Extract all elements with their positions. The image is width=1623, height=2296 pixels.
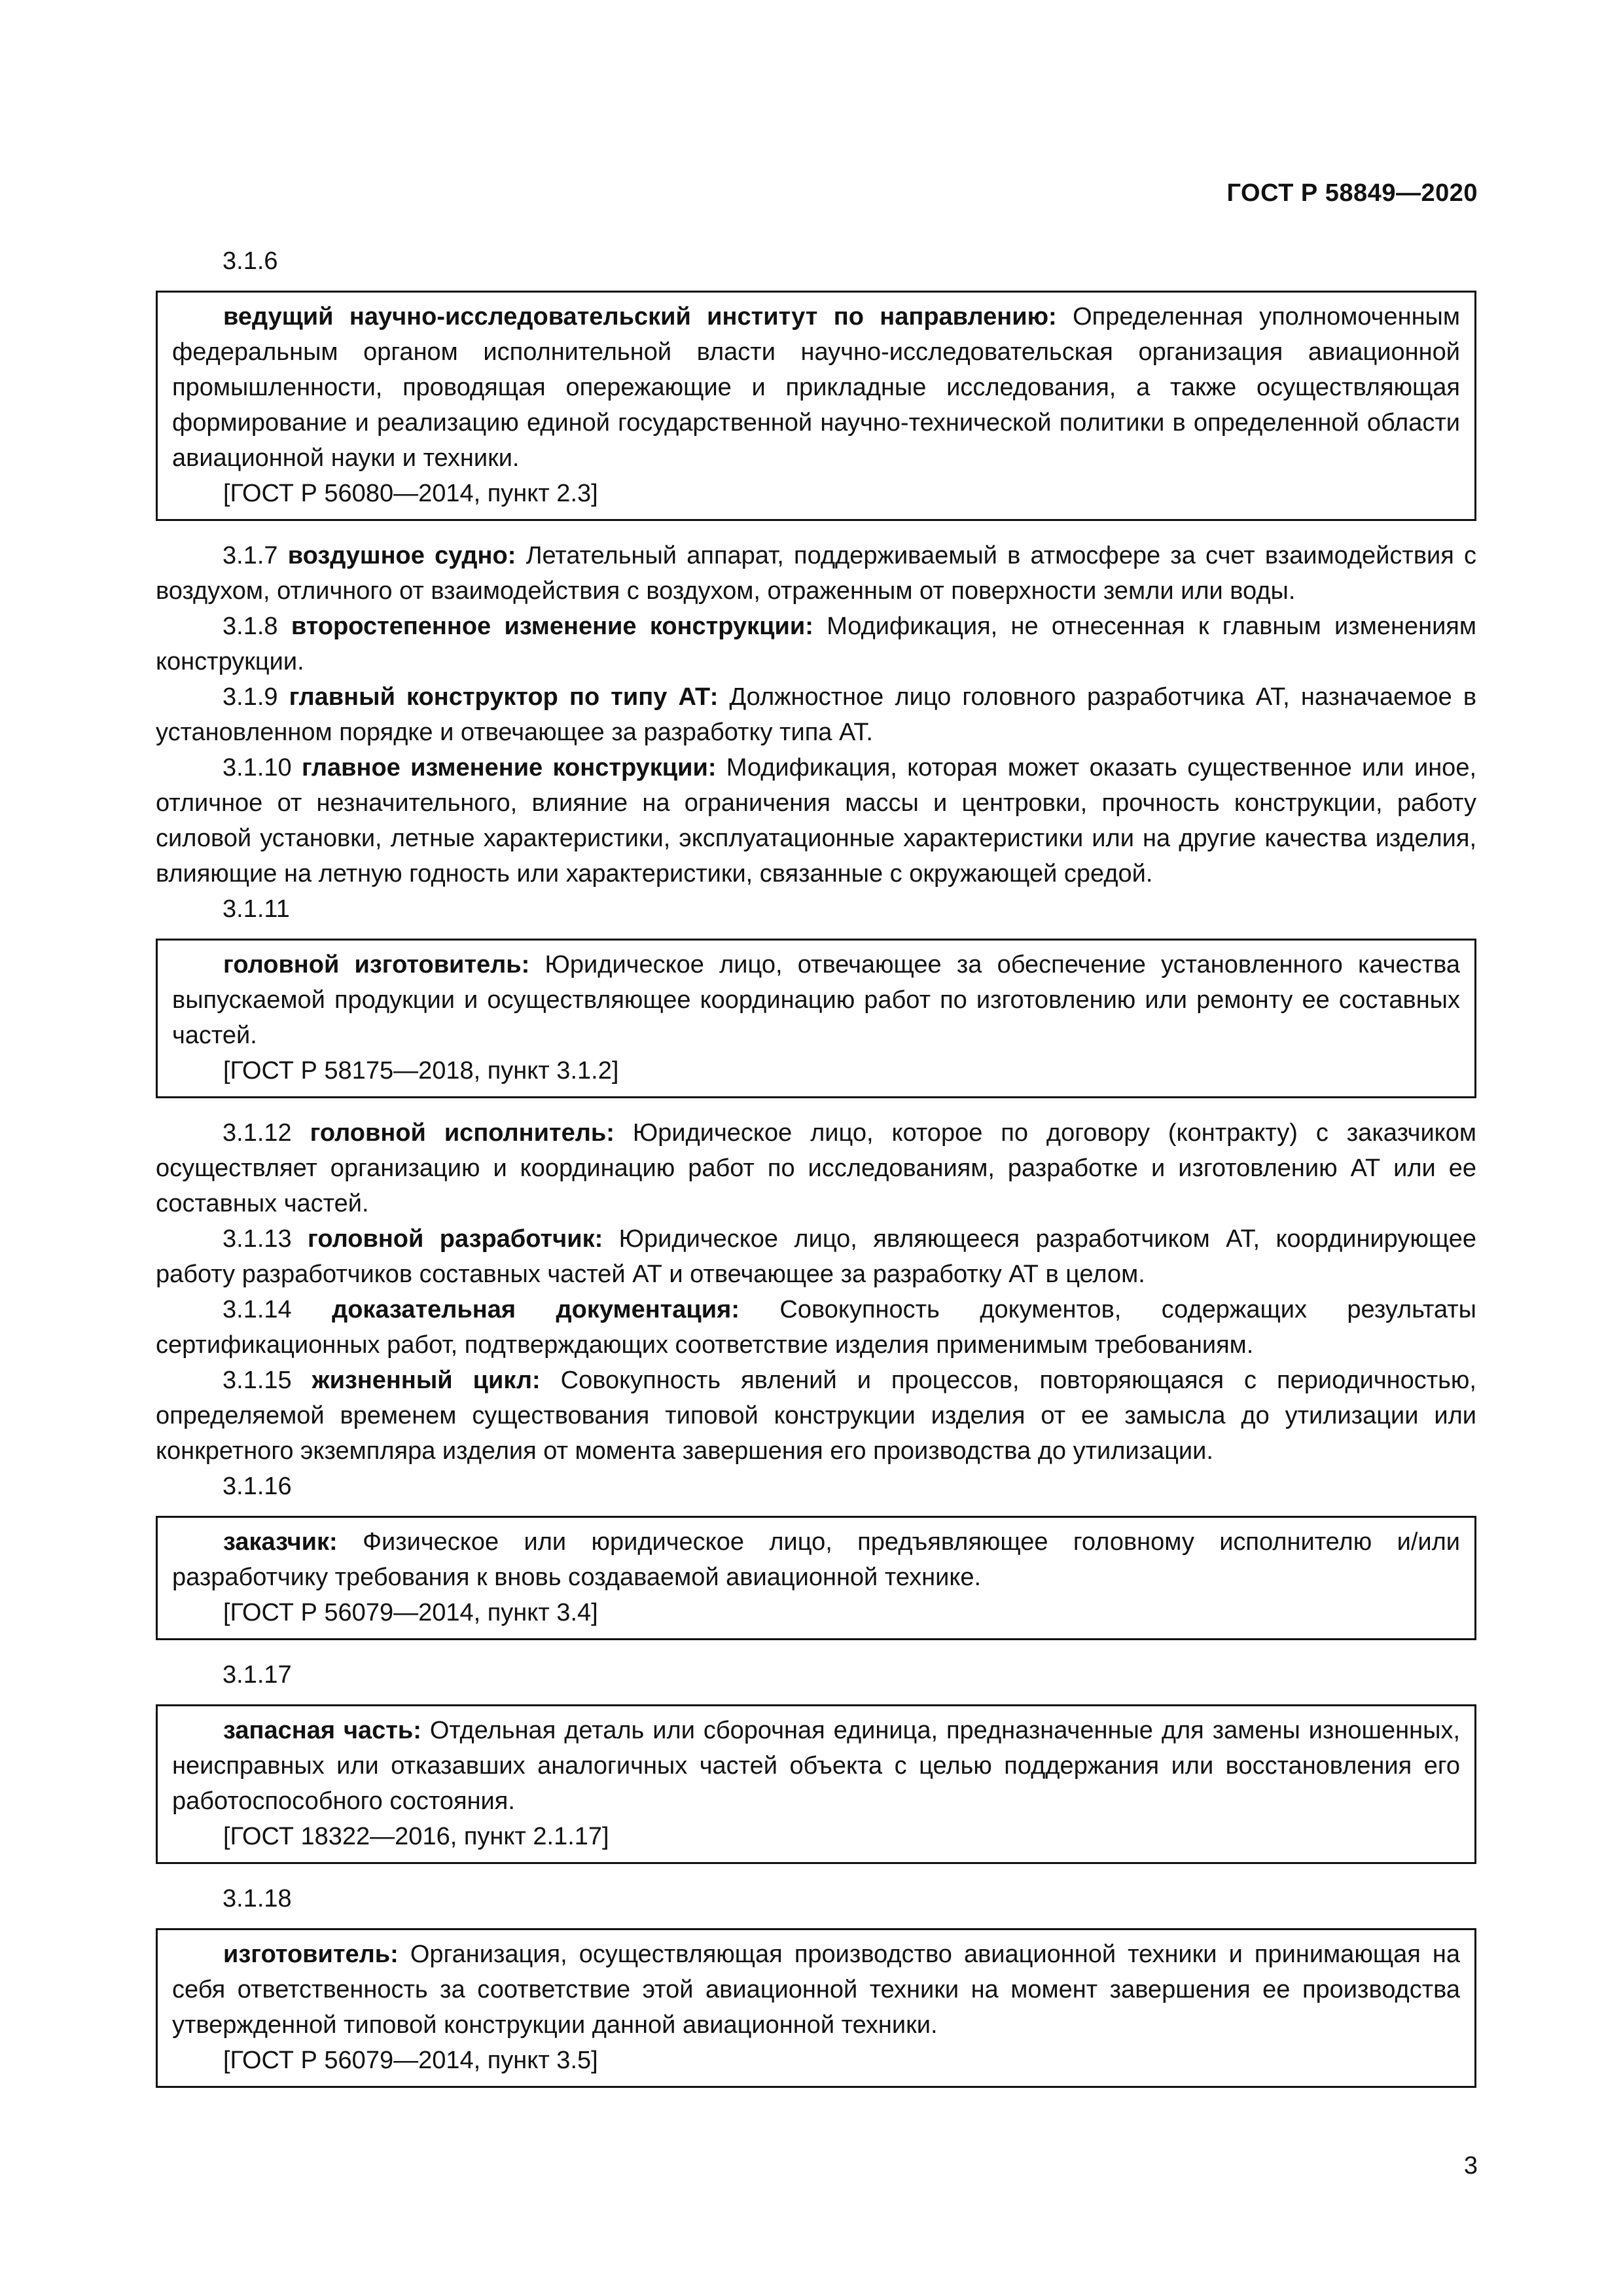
term-name: жизненный цикл: (312, 1367, 541, 1394)
quoted-term-box (156, 939, 1476, 1098)
term-definition: Юридическое лицо, являющееся разработчиком АТ, координирующее работу разработчиков составных частей АТ и отвечающее за разработку АТ в целом. (156, 1225, 1476, 1288)
term-number: 3.1.12 (223, 1119, 292, 1147)
term-number: 3.1.7 (223, 542, 278, 569)
term-number: 3.1.13 (223, 1225, 292, 1253)
term-number: 3.1.10 (223, 754, 292, 781)
document-code-header: ГОСТ Р 58849—2020 (1226, 179, 1478, 207)
term-entry (172, 1524, 1460, 1595)
term-number: 3.1.16 (223, 1473, 292, 1500)
quoted-term-box (156, 1704, 1476, 1864)
term-entry (172, 947, 1460, 1053)
term-entry (172, 299, 1460, 476)
term-name: доказательная документация: (332, 1296, 740, 1323)
term-entry (156, 1221, 1476, 1292)
term-entry (156, 609, 1476, 679)
term-entry (156, 538, 1476, 609)
term-number: 3.1.17 (223, 1661, 292, 1689)
term-name: заказчик: (223, 1528, 338, 1556)
term-definition: Юридическое лицо, отвечающее за обеспечение установленного качества выпускаемой продукции и осуществляющее координацию работ по изготовлению или ремонту ее составных частей. (172, 951, 1460, 1049)
term-reference: [ГОСТ Р 56080—2014, пункт 2.3] (223, 480, 598, 507)
term-entry (156, 1115, 1476, 1221)
term-number: 3.1.14 (223, 1296, 292, 1323)
term-name: ведущий научно-исследовательский институт по направлению: (223, 303, 1057, 331)
term-name: головной исполнитель: (310, 1119, 615, 1147)
term-name: головной изготовитель: (223, 951, 530, 978)
term-reference: [ГОСТ Р 56079—2014, пункт 3.5] (223, 2047, 598, 2074)
quoted-term-box (156, 1516, 1476, 1640)
term-reference: [ГОСТ Р 58175—2018, пункт 3.1.2] (223, 1057, 619, 1085)
quoted-term-box (156, 291, 1476, 521)
term-definition: Летательный аппарат, поддерживаемый в атмосфере за счет взаимодействия с воздухом, отличного от взаимодействия с воздухом, отраженным от поверхности земли или воды. (156, 542, 1477, 605)
term-name: запасная часть: (223, 1717, 421, 1744)
term-name: главное изменение конструкции: (301, 754, 717, 781)
term-definition: Модификация, не отнесенная к главным изменениям конструкции. (156, 613, 1476, 675)
term-number: 3.1.9 (223, 683, 278, 711)
term-name: второстепенное изменение конструкции: (291, 613, 813, 640)
term-entry (156, 750, 1476, 891)
term-definition: Определенная уполномоченным федеральным органом исполнительной власти научно-исследовательская организация авиационной промышленности, проводящая опережающие и прикладные исследования, а также осуществляющая формирование и реализацию единой государственной научно-технической политики в определенной области авиационной науки и техники. (172, 303, 1460, 472)
term-entry (172, 1937, 1460, 2043)
term-entry (156, 1292, 1476, 1363)
term-number: 3.1.18 (223, 1885, 292, 1912)
term-definition: Отдельная деталь или сборочная единица, предназначенные для замены изношенных, неисправных или отказавших аналогичных частей объекта с целью поддержания или восстановления его работоспособного состояния. (172, 1717, 1460, 1815)
term-definition: Модификация, которая может оказать существенное или иное, отличное от незначительного, влияние на ограничения массы и центровки, прочность конструкции, работу силовой установки, летные характеристики, эксплуатационные характеристики или на другие качества изделия, влияющие на летную годность или характеристики, связанные с окружающей средой. (156, 754, 1477, 888)
term-definition: Юридическое лицо, которое по договору (контракту) с заказчиком осуществляет организацию и координацию работ по исследованиям, разработке и изготовлению АТ или ее составных частей. (156, 1119, 1476, 1217)
term-entry (156, 1363, 1476, 1469)
term-entry (172, 1713, 1460, 1819)
term-number: 3.1.11 (223, 895, 290, 923)
term-number: 3.1.6 (223, 247, 278, 275)
term-name: главный конструктор по типу АТ: (289, 683, 719, 711)
term-number: 3.1.15 (223, 1367, 292, 1394)
term-definition: Должностное лицо головного разработчика АТ, назначаемое в установленном порядке и отвечающее за разработку типа АТ. (156, 683, 1477, 746)
term-entry (156, 679, 1476, 750)
quoted-term-box (156, 1928, 1476, 2088)
term-name: изготовитель: (223, 1941, 399, 1968)
term-definition: Физическое или юридическое лицо, предъявляющее головному исполнителю и/или разработчику требования к вновь создаваемой авиационной технике. (172, 1528, 1461, 1591)
term-name: воздушное судно: (287, 542, 516, 569)
term-reference: [ГОСТ 18322—2016, пункт 2.1.17] (223, 1823, 609, 1850)
term-number: 3.1.8 (223, 613, 278, 640)
term-name: головной разработчик: (308, 1225, 603, 1253)
page-number: 3 (1463, 2152, 1478, 2179)
terms-list (156, 243, 1476, 2105)
term-definition: Совокупность явлений и процессов, повторяющаяся с периодичностью, определяемой временем существования типовой конструкции изделия от ее замысла до утилизации или конкретного экземпляра изделия от момента завершения его производства до утилизации. (156, 1367, 1476, 1465)
term-reference: [ГОСТ Р 56079—2014, пункт 3.4] (223, 1599, 598, 1626)
term-definition: Организация, осуществляющая производство авиационной техники и принимающая на себя ответственность за соответствие этой авиационной техники на момент завершения ее производства утвержденной типовой конструкции данной авиационной техники. (172, 1941, 1460, 2039)
term-definition: Совокупность документов, содержащих результаты сертификационных работ, подтверждающих соответствие изделия применимым требованиям. (156, 1296, 1476, 1359)
